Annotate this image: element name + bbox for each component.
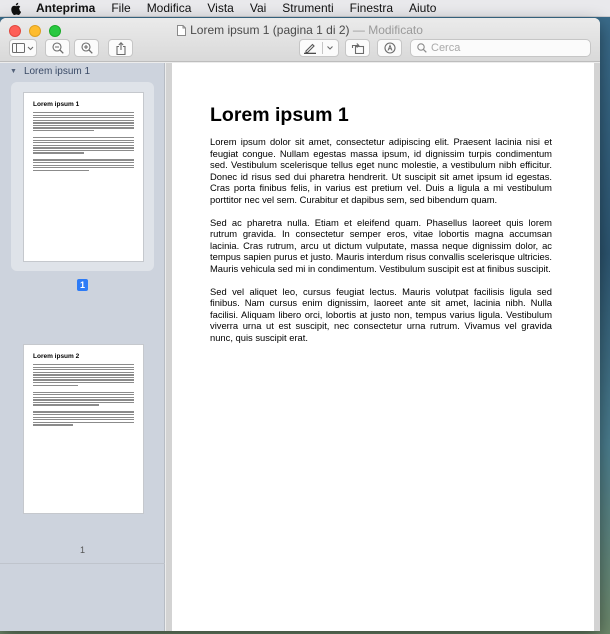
page-thumbnail-2[interactable] [23,344,144,514]
thumbnail-title: Lorem ipsum 1 [33,101,80,108]
zoom-in-icon [81,42,93,54]
search-placeholder: Cerca [431,42,461,54]
document-view[interactable] [166,63,600,631]
page-thumbnail-1[interactable] [23,92,144,262]
search-icon [417,43,427,53]
rotate-button[interactable] [345,39,370,57]
menu-bar [0,0,610,17]
preview-window [0,18,600,631]
rotate-icon [351,42,365,54]
menu-help[interactable]: Aiuto [409,0,437,15]
menu-file[interactable]: File [111,0,131,15]
apple-menu-icon[interactable] [0,2,30,15]
disclosure-triangle-icon[interactable]: ▼ [10,67,17,75]
thumbnail-title: Lorem ipsum 2 [33,353,80,360]
page-number-badge-1: 1 [77,279,88,291]
page-number-label-2: 1 [79,545,85,555]
menu-tools[interactable]: Strumenti [282,0,334,15]
paragraph-2: Sed ac pharetra nulla. Etiam et eleifend quam. Phasellus laoreet quis lorem rutrum gravida. In consectetur semper eros, vitae lobortis magna accumsan lacinia. Cras rutrum, arcu ut dictum vulputate, massa neque dignissim dolor, ac tempus sapien purus et justo. Mauris interdum risus convallis scelerisque ultricies. Mauris vehicula sed mi in condimentum. Vestibulum suscipit est at finibus suscipit. [210,216,552,274]
sidebar-section-header[interactable] [0,63,164,79]
sidebar-divider [0,563,165,564]
thumbnail-text-lines [33,112,134,171]
sidebar-section-label: Lorem ipsum 1 [23,65,91,77]
zoom-out-button[interactable] [45,39,70,57]
share-button[interactable] [108,39,133,57]
menu-view[interactable]: Vista [207,0,234,15]
menu-go[interactable]: Vai [249,0,267,15]
menu-app-name[interactable]: Anteprima [36,0,96,15]
document-icon[interactable] [177,25,186,39]
sidebar-toggle-button[interactable] [9,39,37,57]
document-page[interactable] [172,63,594,631]
zoom-in-button[interactable] [74,39,99,57]
paragraph-3: Sed vel aliquet leo, cursus feugiat lectus. Mauris volutpat facilisis ligula sed finibus. Nam cursus enim dignissim, laoreet ante sit amet, lacinia nibh. Nulla facilisi. Aliquam libero orci, lobortis at justo non, tempus varius ligula. Vestibulum viverra urna ut est suscipit, nec consectetur urna rutrum. Vivamus vel gravida nunc, quis suscipit erat. [210,285,552,343]
search-field[interactable] [410,39,591,57]
thumbnail-text-lines [33,364,134,426]
annotate-button[interactable] [377,39,402,57]
titlebar [0,18,600,62]
paragraph-1: Lorem ipsum dolor sit amet, consectetur adipiscing elit. Praesent lacinia nisi et feugiat congue. Nullam egestas massa ipsum, id dignissim turpis condimentum sed. Vestibulum scelerisque tellus eget nunc molestie, a vestibulum nibh efficitur. Donec id risus sed dui pharetra hendrerit. Ut suscipit sit amet ipsum id egestas. Cras porta finibus felis, in varius est pretium vel. Duis a ligula a mi vestibulum porttitor nec vel sem. Curabitur et dapibus sem, sed bibendum quam. [210,136,552,205]
menu-edit[interactable]: Modifica [146,0,192,15]
window-title [0,23,600,39]
document-title: Lorem ipsum 1 [210,104,349,126]
share-icon [116,42,126,55]
thumbnail-sidebar[interactable] [0,63,165,631]
menu-window[interactable]: Finestra [349,0,394,15]
window-title-status[interactable]: — Modificato [352,23,423,37]
sidebar-icon [12,43,34,53]
zoom-out-icon [52,42,64,54]
markup-pen-icon [302,42,336,54]
markup-button[interactable] [299,39,339,57]
annotate-icon [384,42,396,54]
window-title-text: Lorem ipsum 1 (pagina 1 di 2) [190,23,350,37]
